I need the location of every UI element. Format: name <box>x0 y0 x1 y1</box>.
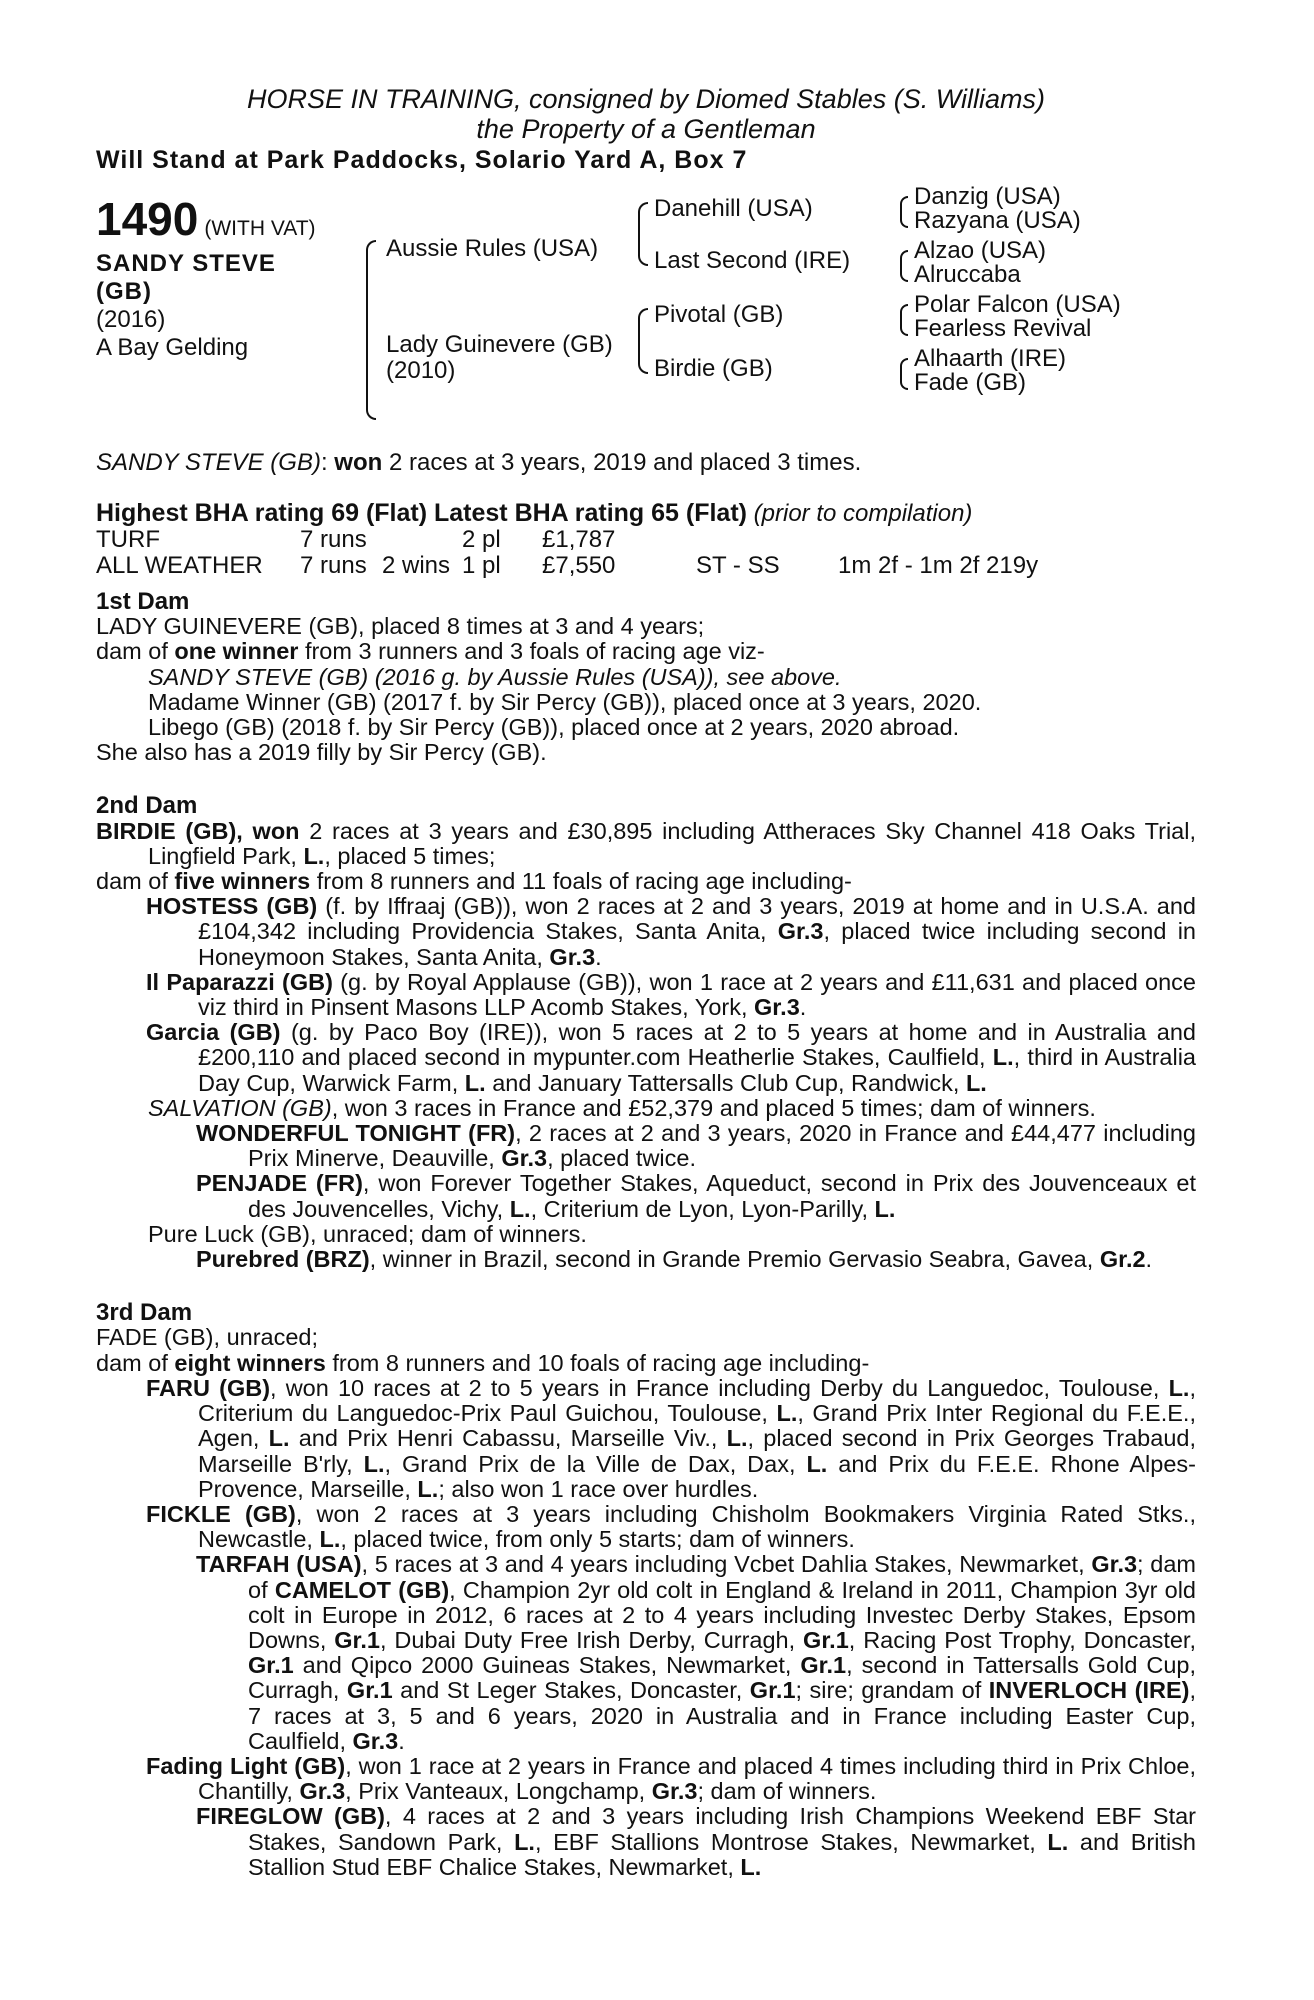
third-dam-section <box>96 1300 1196 1880</box>
sire-dam-name: Last Second (IRE) <box>654 247 851 274</box>
sire-name: Aussie Rules (USA) <box>386 235 599 262</box>
pedigree-block <box>96 183 1196 438</box>
first-dam-line: LADY GUINEVERE (GB), placed 8 times at 3 and 4 years; <box>96 613 705 640</box>
salvation-entry: SALVATION (GB), won 3 races in France and £52,379 and placed 5 times; dam of winners. <box>148 1094 1096 1121</box>
fireglow-entry: FIREGLOW (GB), 4 races at 2 and 3 years including Irish Champions Weekend EBF Star Stakes, Sandown Park, L., EBF Stallions Montrose Stakes, Newmarket, L. and British Stallion Stud EBF Chalice Stakes, Newmarket, L. <box>196 1803 1196 1880</box>
dam-name: Lady Guinevere (GB) <box>386 331 613 358</box>
fading-light-entry: Fading Light (GB), won 1 race at 2 years in France and placed 4 times including third in Prix Chloe, Chantilly, Gr.3, Prix Vanteaux, Longchamp, Gr.3; dam of winners. <box>146 1752 1196 1805</box>
dam-year: (2010) <box>386 357 456 384</box>
rating-block <box>96 500 1196 527</box>
penjade-entry: PENJADE (FR), won Forever Together Stakes, Aqueduct, second in Prix des Jouvenceaux et des Jouvencelles, Vichy, L., Criterium de Lyon, Lyon-Parilly, L. <box>196 1170 1197 1222</box>
second-dam-heading: 2nd Dam <box>96 792 198 820</box>
horse-name: SANDY STEVE (GB) <box>96 250 276 305</box>
turf-surface: TURF <box>96 526 160 553</box>
lot-number-row <box>96 192 316 246</box>
race-record-table <box>96 527 1196 581</box>
wonderful-tonight-entry: WONDERFUL TONIGHT (FR), 2 races at 2 and 3 years, 2020 in France and £44,477 including Prix Minerve, Deauville, Gr.3, placed twice. <box>196 1120 1196 1172</box>
turf-runs: 7 runs <box>300 526 367 553</box>
purebred-entry: Purebred (BRZ), winner in Brazil, second in Grande Premio Gervasio Seabra, Gavea, Gr.2. <box>196 1246 1153 1273</box>
gen3-name-2: Razyana (USA) <box>914 207 1081 234</box>
consignor-line: HORSE IN TRAINING, consigned by Diomed Stables (S. Williams) <box>247 84 1045 114</box>
third-dam-line: FADE (GB), unraced; <box>96 1324 319 1351</box>
gen3-name-6: Fearless Revival <box>914 315 1092 342</box>
gen3-bracket-2 <box>900 250 908 282</box>
gen3-name-4: Alruccaba <box>914 261 1021 288</box>
catalogue-page <box>96 84 1196 1880</box>
offspring-note: She also has a 2019 filly by Sir Percy (GB). <box>96 739 547 766</box>
aw-surface: ALL WEATHER <box>96 552 263 579</box>
aw-wins: 2 wins <box>382 552 451 579</box>
aw-runs: 7 runs <box>300 552 367 579</box>
turf-prize: £1,787 <box>542 526 616 553</box>
second-dam-produce-line: dam of five winners from 8 runners and 11 foals of racing age including- <box>96 868 852 895</box>
gen3-bracket-1 <box>900 196 908 228</box>
aw-going: ST - SS <box>696 552 780 579</box>
turf-placed: 2 pl <box>462 526 501 553</box>
gen3-name-8: Fade (GB) <box>914 369 1027 396</box>
vat-note: (WITH VAT) <box>204 217 316 240</box>
gen3-name-3: Alzao (USA) <box>914 237 1047 264</box>
lot-header <box>96 84 1196 176</box>
dam-parents-bracket <box>638 308 648 374</box>
sire-dam-bracket <box>366 240 376 420</box>
garcia-entry: Garcia (GB) (g. by Paco Boy (IRE)), won 5 races at 2 to 5 years at home and in Australia and £200,110 and placed second in mypunter.com Heatherlie Stakes, Caulfield, L., third in Australia Day Cup, Warwick Farm, L. and January Tattersalls Club Cup, Randwick, L. <box>146 1019 1196 1096</box>
aw-prize: £7,550 <box>542 552 616 579</box>
tarfah-entry: TARFAH (USA), 5 races at 3 and 4 years including Vcbet Dahlia Stakes, Newmarket, Gr.3; dam of CAMELOT (GB), Champion 2yr old colt in England & Ireland in 2011, Champion 3yr old colt in Europe in 2012, 6 races at 2 to 4 years including Investec Derby Stakes, Epsom Downs, Gr.1, Dubai Duty Free Irish Derby, Curragh, Gr.1, Racing Post Trophy, Doncaster, Gr.1 and Qipco 2000 Guineas Stakes, Newmarket, Gr.1, second in Tattersalls Gold Cup, Curragh, Gr.1 and St Leger Stakes, Doncaster, Gr.1; sire; grandam of INVERLOCH (IRE), 7 races at 3, 5 and 6 years, 2020 in Australia and in France including Easter Cup, Caulfield, Gr.3. <box>196 1551 1196 1754</box>
first-dam-produce-line: dam of one winner from 3 runners and 3 foals of racing age viz- <box>96 638 765 665</box>
horse-description: A Bay Gelding <box>96 334 249 361</box>
summary-colon: : <box>320 449 328 476</box>
offspring-2: Madame Winner (GB) (2017 f. by Sir Percy (GB)), placed once at 3 years, 2020. <box>148 688 982 715</box>
rating-note: (prior to compilation) <box>753 500 973 527</box>
gen3-name-1: Danzig (USA) <box>914 183 1061 210</box>
rating-heading: Highest BHA rating 69 (Flat) Latest BHA rating 65 (Flat) <box>96 499 747 527</box>
dam-sire-name: Pivotal (GB) <box>654 301 784 328</box>
first-dam-heading: 1st Dam <box>96 588 190 615</box>
location-line: Will Stand at Park Paddocks, Solario Yard A, Box 7 <box>96 146 748 174</box>
summary-rest: 2 races at 3 years, 2019 and placed 3 times. <box>388 449 862 476</box>
paparazzi-entry: Il Paparazzi (GB) (g. by Royal Applause (GB)), won 1 race at 2 years and £11,631 and placed once viz third in Pinsent Masons LLP Acomb Stakes, York, Gr.3. <box>146 968 1196 1021</box>
gen3-bracket-4 <box>900 358 908 390</box>
aw-placed: 1 pl <box>462 552 501 579</box>
first-dam-section <box>96 589 1196 765</box>
birdie-entry: BIRDIE (GB), won 2 races at 3 years and £30,895 including Attheraces Sky Channel 418 Oaks Trial, Lingfield Park, L., placed 5 times; <box>96 817 1197 869</box>
gen3-bracket-3 <box>900 304 908 336</box>
summary-won: won <box>334 449 383 476</box>
dam-dam-name: Birdie (GB) <box>654 355 773 382</box>
horse-year: (2016) <box>96 306 166 333</box>
third-dam-produce-line: dam of eight winners from 8 runners and 10 foals of racing age including- <box>96 1349 870 1376</box>
aw-distance: 1m 2f - 1m 2f 219y <box>838 552 1039 579</box>
race-summary <box>96 448 1196 478</box>
hostess-entry: HOSTESS (GB) (f. by Iffraaj (GB)), won 2 races at 2 and 3 years, 2019 at home and in U.S.A. and £104,342 including Providencia Stakes, Santa Anita, Gr.3, placed twice including second in Honeymoon Stakes, Santa Anita, Gr.3. <box>146 893 1196 970</box>
sire-parents-bracket <box>638 202 648 266</box>
property-line: the Property of a Gentleman <box>476 114 816 144</box>
gen3-name-7: Alhaarth (IRE) <box>914 345 1067 372</box>
gen3-name-5: Polar Falcon (USA) <box>914 291 1121 318</box>
sire-sire-name: Danehill (USA) <box>654 195 813 222</box>
lot-number: 1490 <box>96 193 199 245</box>
third-dam-heading: 3rd Dam <box>96 1299 193 1327</box>
summary-horse: SANDY STEVE (GB) <box>96 449 321 476</box>
offspring-1: SANDY STEVE (GB) (2016 g. by Aussie Rules (USA)), see above. <box>148 663 842 690</box>
pure-luck-entry: Pure Luck (GB), unraced; dam of winners. <box>148 1220 587 1247</box>
fickle-entry: FICKLE (GB), won 2 races at 3 years including Chisholm Bookmakers Virginia Rated Stks., Newcastle, L., placed twice, from only 5 starts; dam of winners. <box>146 1500 1196 1553</box>
offspring-3: Libego (GB) (2018 f. by Sir Percy (GB)), placed once at 2 years, 2020 abroad. <box>148 714 960 741</box>
faru-entry: FARU (GB), won 10 races at 2 to 5 years in France including Derby du Languedoc, Toulouse, L., Criterium du Languedoc-Prix Paul Guichou, Toulouse, L., Grand Prix Inter Regional du F.E.E., Agen, L. and Prix Henri Cabassu, Marseille Viv., L., placed second in Prix Georges Trabaud, Marseille B'rly, L., Grand Prix de la Ville de Dax, Dax, L. and Prix du F.E.E. Rhone Alpes-Provence, Marseille, L.; also won 1 race over hurdles. <box>146 1374 1196 1502</box>
second-dam-section <box>96 793 1196 1272</box>
